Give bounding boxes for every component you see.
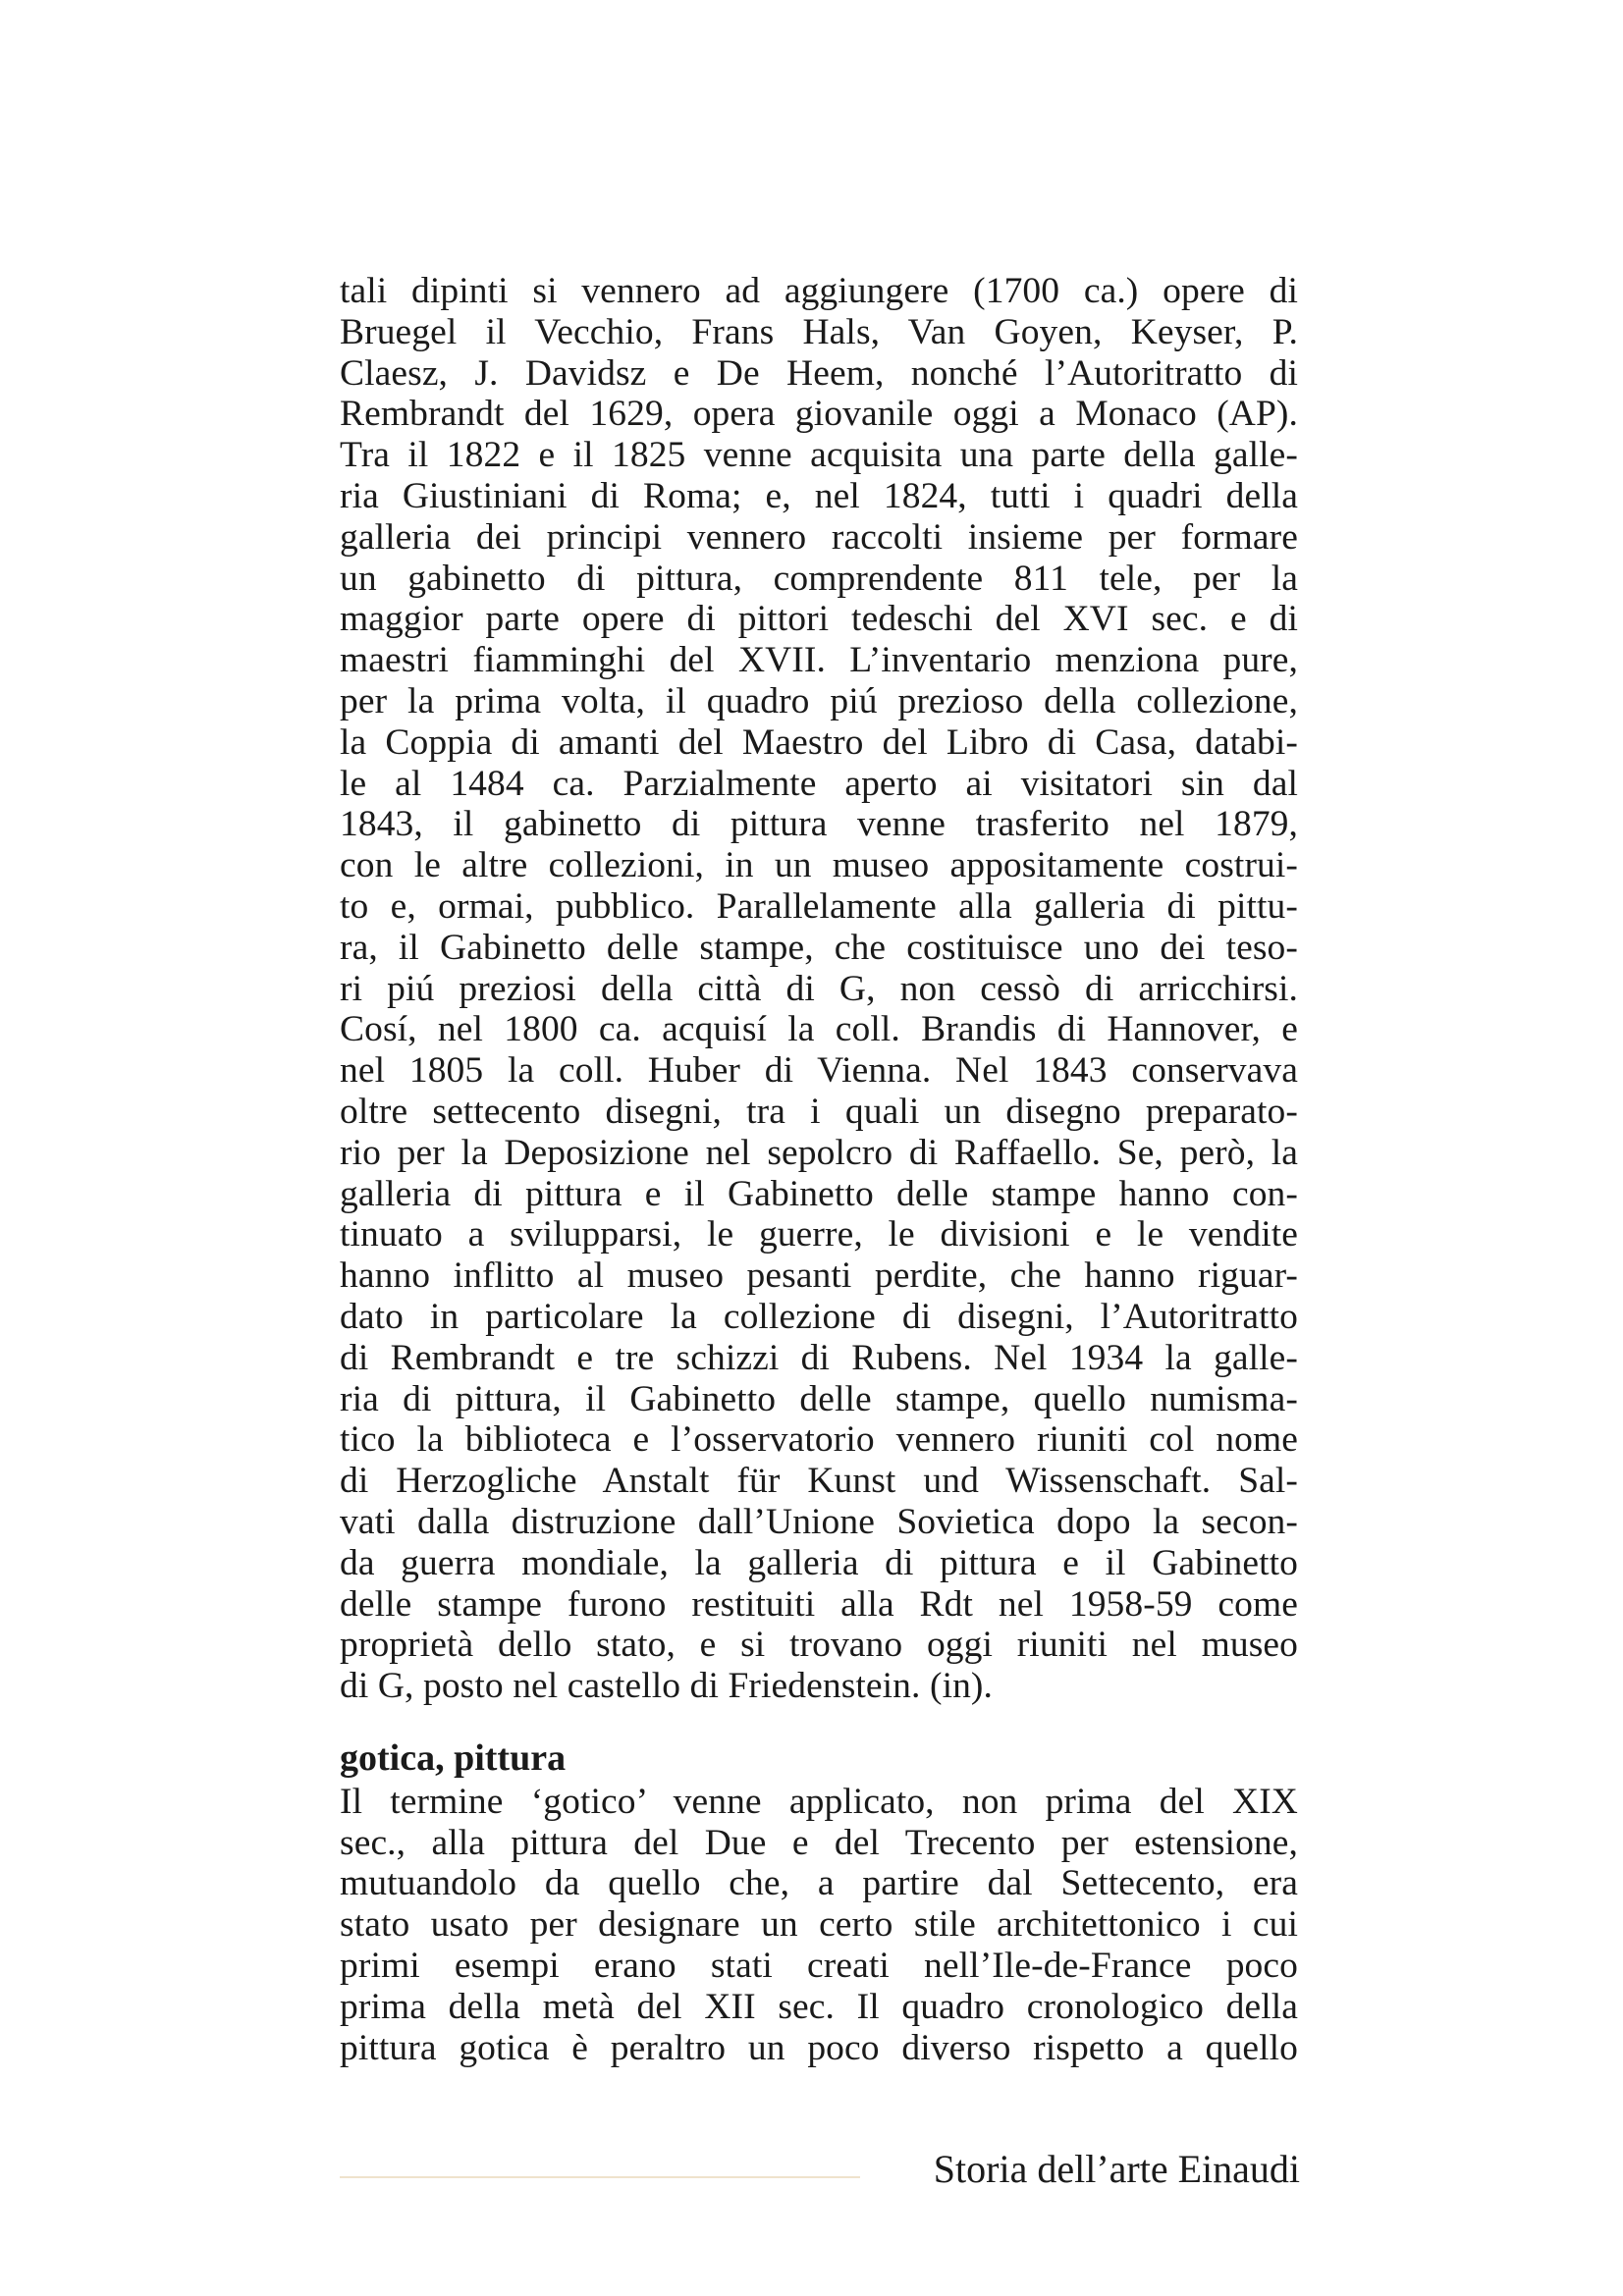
text-line: proprietà dello stato, e si trovano oggi riuniti nel museo	[340, 1625, 1298, 1666]
text-line: per la prima volta, il quadro piú prezioso della collezione,	[340, 680, 1298, 721]
text-line: pittura gotica è peraltro un poco diverso rispetto a quello	[340, 2027, 1298, 2068]
text-line: un gabinetto di pittura, comprendente 811 tele, per la	[340, 558, 1298, 599]
text-line: ra, il Gabinetto delle stampe, che costituisce uno dei teso-	[340, 927, 1298, 968]
text-line: delle stampe furono restituiti alla Rdt nel 1958-59 come	[340, 1583, 1298, 1625]
text-line: tinuato a svilupparsi, le guerre, le divisioni e le vendite	[340, 1214, 1298, 1255]
text-line: da guerra mondiale, la galleria di pittura e il Gabinetto	[340, 1542, 1298, 1583]
paragraph-gothic-painting	[340, 1782, 1298, 2069]
text-line: di Herzogliche Anstalt für Kunst und Wissenschaft. Sal-	[340, 1461, 1298, 1502]
entry-heading: gotica, pittura	[340, 1736, 567, 1779]
article-body	[340, 271, 1298, 2068]
text-line: oltre settecento disegni, tra i quali un disegno preparato-	[340, 1091, 1298, 1132]
footer-title: Storia dell’arte Einaudi	[933, 2147, 1300, 2191]
text-line: tali dipinti si vennero ad aggiungere (1700 ca.) opere di	[340, 271, 1298, 311]
text-line: prima della metà del XII sec. Il quadro cronologico della	[340, 1986, 1298, 2027]
text-line: stato usato per designare un certo stile architettonico i cui	[340, 1904, 1298, 1946]
footer-divider	[340, 2176, 860, 2178]
text-line: ria di pittura, il Gabinetto delle stampe, quello numisma-	[340, 1378, 1298, 1419]
text-line: Claesz, J. Davidsz e De Heem, nonché l’Autoritratto di	[340, 352, 1298, 394]
text-line: hanno inflitto al museo pesanti perdite, che hanno riguar-	[340, 1255, 1298, 1297]
text-line: mutuandolo da quello che, a partire dal Settecento, era	[340, 1863, 1298, 1904]
text-line: galleria dei principi vennero raccolti insieme per formare	[340, 516, 1298, 558]
text-line: vati dalla distruzione dall’Unione Sovietica dopo la secon-	[340, 1501, 1298, 1542]
text-line: maggior parte opere di pittori tedeschi del XVI sec. e di	[340, 599, 1298, 640]
text-line: la Coppia di amanti del Maestro del Libro di Casa, databi-	[340, 721, 1298, 763]
text-line: tico la biblioteca e l’osservatorio vennero riuniti col nome	[340, 1419, 1298, 1461]
text-line: nel 1805 la coll. Huber di Vienna. Nel 1843 conservava	[340, 1050, 1298, 1092]
text-line: con le altre collezioni, in un museo appositamente costrui-	[340, 845, 1298, 886]
text-line: ria Giustiniani di Roma; e, nel 1824, tutti i quadri della	[340, 475, 1298, 516]
paragraph-gotha-collection	[340, 271, 1298, 1707]
text-line: Rembrandt del 1629, opera giovanile oggi a Monaco (AP).	[340, 394, 1298, 435]
text-line: Cosí, nel 1800 ca. acquisí la coll. Brandis di Hannover, e	[340, 1009, 1298, 1050]
text-line: galleria di pittura e il Gabinetto delle stampe hanno con-	[340, 1173, 1298, 1214]
text-line: Tra il 1822 e il 1825 venne acquisita una parte della galle-	[340, 435, 1298, 476]
text-line: di Rembrandt e tre schizzi di Rubens. Nel 1934 la galle-	[340, 1337, 1298, 1378]
text-line: Bruegel il Vecchio, Frans Hals, Van Goyen, Keyser, P.	[340, 311, 1298, 352]
text-line: maestri fiamminghi del XVII. L’inventario menziona pure,	[340, 640, 1298, 681]
text-line: rio per la Deposizione nel sepolcro di Raffaello. Se, però, la	[340, 1132, 1298, 1173]
text-line: le al 1484 ca. Parzialmente aperto ai visitatori sin dal	[340, 763, 1298, 804]
text-line: dato in particolare la collezione di disegni, l’Autoritratto	[340, 1296, 1298, 1337]
text-line: ri piú preziosi della città di G, non cessò di arricchirsi.	[340, 968, 1298, 1009]
text-line: Il termine ‘gotico’ venne applicato, non prima del XIX	[340, 1781, 1298, 1822]
text-line: to e, ormai, pubblico. Parallelamente alla galleria di pittu-	[340, 885, 1298, 927]
text-line: 1843, il gabinetto di pittura venne trasferito nel 1879,	[340, 804, 1298, 845]
text-line: di G, posto nel castello di Friedenstein. (in).	[340, 1666, 993, 1707]
text-line: primi esempi erano stati creati nell’Ile-de-France poco	[340, 1946, 1298, 1987]
text-line: sec., alla pittura del Due e del Trecento per estensione,	[340, 1822, 1298, 1863]
